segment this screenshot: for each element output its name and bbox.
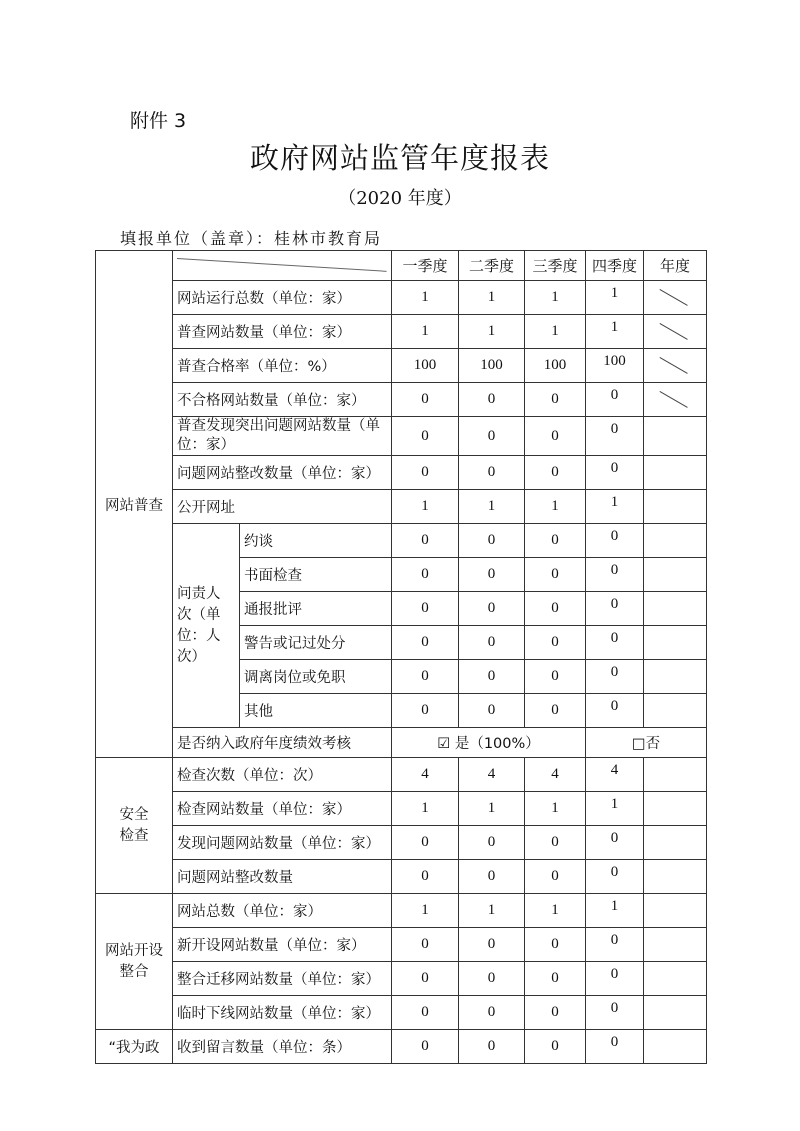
quarter-value: 0 [459, 626, 525, 660]
quarter-value: 0 [525, 383, 586, 417]
row-label: 警告或记过处分 [240, 626, 392, 660]
quarter-value: 0 [392, 592, 459, 626]
q4-value: 4 [586, 758, 644, 792]
quarter-value: 0 [525, 996, 586, 1030]
quarter-value: 100 [392, 349, 459, 383]
quarter-value: 0 [459, 383, 525, 417]
annual-value [644, 996, 707, 1030]
q4-value: 0 [586, 996, 644, 1030]
attachment-label: 附件 3 [130, 110, 187, 132]
header-row [96, 251, 707, 281]
quarter-value: 0 [459, 962, 525, 996]
quarter-value: 0 [459, 996, 525, 1030]
q4-value: 0 [586, 417, 644, 456]
quarter-value: 0 [525, 456, 586, 490]
section-census: 网站普查 [96, 251, 173, 758]
q4-value: 0 [586, 928, 644, 962]
quarter-value: 0 [525, 626, 586, 660]
quarter-value: 1 [392, 315, 459, 349]
row-label: 约谈 [240, 524, 392, 558]
performance-yes-option[interactable]: ☑ 是（100%） [392, 728, 586, 758]
report-table [95, 250, 707, 1064]
annual-value [644, 626, 707, 660]
row-label: 整合迁移网站数量（单位：家） [173, 962, 392, 996]
annual-value [644, 281, 707, 315]
table-row [96, 524, 707, 558]
quarter-value: 1 [459, 490, 525, 524]
quarter-value: 1 [459, 894, 525, 928]
quarter-value: 0 [392, 383, 459, 417]
diagonal-header-cell [173, 251, 392, 281]
q4-value: 0 [586, 1030, 644, 1064]
q4-value: 0 [586, 456, 644, 490]
quarter-value: 0 [392, 1030, 459, 1064]
annual-value [644, 694, 707, 728]
quarter-value: 0 [392, 524, 459, 558]
row-label: 网站总数（单位：家） [173, 894, 392, 928]
q4-value: 1 [586, 490, 644, 524]
quarter-value: 0 [459, 1030, 525, 1064]
quarter-value: 0 [459, 660, 525, 694]
annual-value [644, 758, 707, 792]
quarter-value: 0 [459, 417, 525, 456]
quarter-value: 1 [459, 315, 525, 349]
quarter-value: 1 [525, 792, 586, 826]
section-wowei: “我为政 [96, 1030, 173, 1064]
quarter-value: 0 [525, 524, 586, 558]
q4-value: 1 [586, 894, 644, 928]
q4-value: 0 [586, 694, 644, 728]
column-header-2: 二季度 [459, 251, 525, 281]
quarter-value: 0 [392, 996, 459, 1030]
performance-no-option[interactable]: □否 [586, 728, 707, 758]
annual-value [644, 962, 707, 996]
quarter-value: 1 [525, 894, 586, 928]
column-header-4: 四季度 [586, 251, 644, 281]
table-row [96, 1030, 707, 1064]
report-year: （2020 年度） [338, 188, 462, 209]
annual-value [644, 524, 707, 558]
quarter-value: 0 [525, 826, 586, 860]
quarter-value: 0 [392, 417, 459, 456]
quarter-value: 0 [525, 928, 586, 962]
quarter-value: 4 [392, 758, 459, 792]
column-header-1: 一季度 [392, 251, 459, 281]
performance-row [96, 728, 707, 758]
quarter-value: 0 [525, 860, 586, 894]
q4-value: 0 [586, 660, 644, 694]
table-row [96, 383, 707, 417]
quarter-value: 0 [392, 860, 459, 894]
q4-value: 1 [586, 792, 644, 826]
annual-value [644, 860, 707, 894]
row-label: 新开设网站数量（单位：家） [173, 928, 392, 962]
table-row [96, 894, 707, 928]
annual-value [644, 383, 707, 417]
row-label: 检查网站数量（单位：家） [173, 792, 392, 826]
table-row [96, 315, 707, 349]
q4-value: 0 [586, 383, 644, 417]
annual-value [644, 1030, 707, 1064]
quarter-value: 0 [525, 660, 586, 694]
row-label: 不合格网站数量（单位：家） [173, 383, 392, 417]
row-label: 书面检查 [240, 558, 392, 592]
section-setup: 网站开设 整合 [96, 894, 173, 1030]
table-row [96, 281, 707, 315]
annual-value [644, 558, 707, 592]
quarter-value: 1 [392, 490, 459, 524]
quarter-value: 0 [459, 826, 525, 860]
accountability-label: 问责人 次（单 位：人 次） [173, 524, 240, 728]
quarter-value: 0 [459, 694, 525, 728]
row-label: 普查合格率（单位：%） [173, 349, 392, 383]
table-row [96, 349, 707, 383]
quarter-value: 4 [459, 758, 525, 792]
quarter-value: 0 [459, 928, 525, 962]
annual-value [644, 928, 707, 962]
q4-value: 0 [586, 524, 644, 558]
q4-value: 1 [586, 281, 644, 315]
quarter-value: 0 [459, 456, 525, 490]
quarter-value: 0 [459, 592, 525, 626]
section-security: 安全 检查 [96, 758, 173, 894]
table-row [96, 996, 707, 1030]
row-label: 收到留言数量（单位：条） [173, 1030, 392, 1064]
table-row [96, 417, 707, 456]
q4-value: 0 [586, 860, 644, 894]
quarter-value: 0 [459, 524, 525, 558]
quarter-value: 0 [525, 694, 586, 728]
quarter-value: 1 [525, 315, 586, 349]
quarter-value: 1 [525, 281, 586, 315]
q4-value: 100 [586, 349, 644, 383]
q4-value: 1 [586, 315, 644, 349]
table-row [96, 826, 707, 860]
quarter-value: 0 [525, 558, 586, 592]
q4-value: 0 [586, 558, 644, 592]
annual-value [644, 315, 707, 349]
table-row [96, 456, 707, 490]
row-label: 检查次数（单位：次） [173, 758, 392, 792]
quarter-value: 0 [459, 558, 525, 592]
quarter-value: 0 [459, 860, 525, 894]
quarter-value: 0 [525, 417, 586, 456]
quarter-value: 0 [525, 592, 586, 626]
annual-value [644, 826, 707, 860]
q4-value: 0 [586, 962, 644, 996]
table-row [96, 490, 707, 524]
annual-value [644, 792, 707, 826]
reporting-unit: 填报单位（盖章）：桂林市教育局 [120, 229, 383, 248]
quarter-value: 1 [392, 281, 459, 315]
row-label: 公开网址 [173, 490, 392, 524]
table-row [96, 860, 707, 894]
table-row [96, 962, 707, 996]
quarter-value: 0 [392, 456, 459, 490]
quarter-value: 4 [525, 758, 586, 792]
q4-value: 0 [586, 592, 644, 626]
row-label: 网站运行总数（单位：家） [173, 281, 392, 315]
row-label: 发现问题网站数量（单位：家） [173, 826, 392, 860]
annual-value [644, 456, 707, 490]
quarter-value: 0 [392, 694, 459, 728]
quarter-value: 0 [392, 928, 459, 962]
table-row [96, 928, 707, 962]
row-label: 问题网站整改数量（单位：家） [173, 456, 392, 490]
quarter-value: 0 [392, 826, 459, 860]
quarter-value: 0 [392, 660, 459, 694]
quarter-value: 0 [525, 962, 586, 996]
quarter-value: 100 [459, 349, 525, 383]
quarter-value: 0 [525, 1030, 586, 1064]
quarter-value: 100 [525, 349, 586, 383]
column-header-3: 三季度 [525, 251, 586, 281]
row-label: 普查网站数量（单位：家） [173, 315, 392, 349]
quarter-value: 0 [392, 962, 459, 996]
annual-value [644, 417, 707, 456]
table-row [96, 792, 707, 826]
annual-value [644, 660, 707, 694]
quarter-value: 0 [392, 626, 459, 660]
page-title: 政府网站监管年度报表 [249, 141, 550, 175]
annual-value [644, 894, 707, 928]
quarter-value: 1 [459, 792, 525, 826]
q4-value: 0 [586, 626, 644, 660]
row-label: 临时下线网站数量（单位：家） [173, 996, 392, 1030]
table-row [96, 758, 707, 792]
quarter-value: 1 [459, 281, 525, 315]
quarter-value: 1 [392, 894, 459, 928]
quarter-value: 1 [525, 490, 586, 524]
row-label: 普查发现突出问题网站数量（单位：家） [173, 417, 392, 456]
row-label: 其他 [240, 694, 392, 728]
annual-value [644, 349, 707, 383]
row-label: 通报批评 [240, 592, 392, 626]
annual-value [644, 490, 707, 524]
annual-value [644, 592, 707, 626]
q4-value: 0 [586, 826, 644, 860]
quarter-value: 1 [392, 792, 459, 826]
column-header-5: 年度 [644, 251, 707, 281]
performance-label: 是否纳入政府年度绩效考核 [173, 728, 392, 758]
row-label: 问题网站整改数量 [173, 860, 392, 894]
row-label: 调离岗位或免职 [240, 660, 392, 694]
quarter-value: 0 [392, 558, 459, 592]
